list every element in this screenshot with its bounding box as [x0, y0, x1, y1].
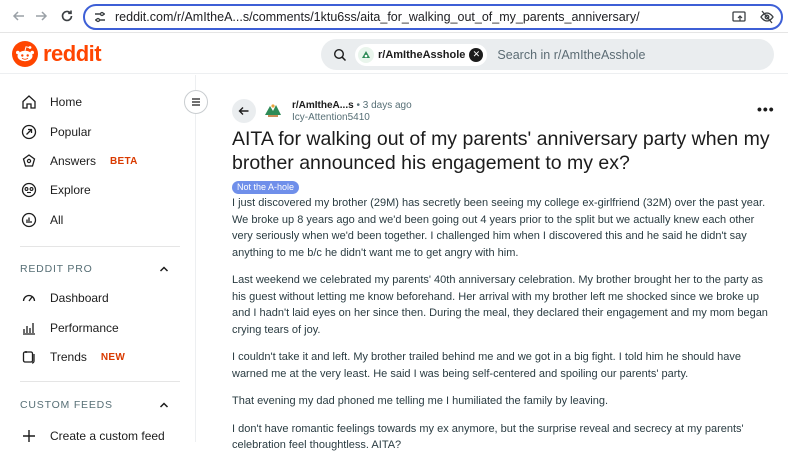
post-paragraph: That evening my dad phoned me telling me I humiliated the family by leaving. [232, 395, 609, 407]
search-input[interactable]: Search in r/AmItheAsshole [497, 47, 646, 62]
browser-toolbar [0, 0, 788, 33]
menu-icon [190, 96, 202, 108]
post-paragraph: I don't have romantic feelings towards my ex anymore, but the surprise reveal and secrecy at my parents' celebration feel thoughtless. AITA? [232, 422, 744, 451]
subreddit-avatar-icon [358, 47, 374, 63]
custom-feeds-section-header[interactable] [20, 399, 170, 411]
section-title: REDDIT PRO [20, 263, 93, 275]
post-meta [292, 100, 412, 111]
reddit-pro-section-header[interactable] [20, 263, 170, 275]
eye-off-icon[interactable] [759, 9, 775, 25]
sidebar-divider [20, 381, 180, 382]
sidebar-item-dashboard[interactable] [20, 289, 109, 307]
subreddit-search-chip[interactable] [355, 44, 487, 66]
subreddit-avatar-icon[interactable] [262, 100, 284, 122]
sidebar-divider [20, 246, 180, 247]
all-icon [20, 211, 38, 229]
logo-text: reddit [43, 40, 102, 66]
sidebar-item-trends[interactable] [20, 348, 125, 366]
back-button[interactable] [232, 99, 256, 123]
reddit-snoo-icon [12, 41, 38, 67]
sidebar-item-label: Performance [50, 321, 119, 335]
explore-icon [20, 181, 38, 199]
home-icon [20, 93, 38, 111]
search-bar[interactable] [321, 39, 774, 70]
search-icon [333, 48, 347, 62]
reload-icon [60, 9, 74, 23]
more-options-icon[interactable]: ••• [757, 101, 775, 117]
plus-icon [20, 427, 38, 445]
left-sidebar [0, 75, 196, 442]
post-container [197, 75, 788, 451]
sidebar-item-label: Explore [50, 183, 91, 197]
answers-icon [20, 152, 38, 170]
chevron-up-icon [158, 399, 170, 411]
post-time: • 3 days ago [356, 100, 412, 111]
subreddit-link[interactable]: r/AmItheA...s [292, 100, 354, 111]
site-settings-icon[interactable] [93, 10, 107, 24]
post-author[interactable]: Icy-Attention5410 [292, 112, 370, 123]
url-text[interactable]: reddit.com/r/AmItheA...s/comments/1ktu6ss/aita_for_walking_out_of_my_parents_anniversary/ [115, 10, 640, 24]
performance-icon [20, 319, 38, 337]
sidebar-item-label: Answers [50, 154, 97, 168]
sidebar-item-create-custom-feed[interactable] [20, 427, 165, 445]
sidebar-item-label: Dashboard [50, 291, 109, 305]
browser-forward-button[interactable] [30, 5, 52, 27]
arrow-left-icon [12, 9, 26, 23]
browser-back-button[interactable] [8, 5, 30, 27]
post-flair[interactable]: Not the A-hole [232, 181, 299, 194]
section-title: CUSTOM FEEDS [20, 399, 113, 411]
beta-badge: BETA [110, 155, 138, 167]
sidebar-item-label: Home [50, 95, 83, 109]
arrow-left-icon [238, 105, 250, 117]
sidebar-item-popular[interactable] [20, 123, 91, 141]
new-badge: NEW [100, 351, 126, 363]
chip-label: r/AmItheAsshole [378, 48, 466, 61]
sidebar-item-label: All [50, 213, 64, 227]
reddit-header [0, 34, 788, 74]
sidebar-item-explore[interactable] [20, 181, 91, 199]
chevron-up-icon [158, 263, 170, 275]
post-paragraph: I couldn't take it and left. My brother trailed behind me and we got in a big fight. I told him he should have warned me at the very least. He said I was being self-centered and spoiling our parents' party. [232, 351, 742, 380]
post-paragraph: I just discovered my brother (29M) has secretly been seeing my college ex-girlfriend (32M) over the past year. We broke up 8 years ago and we'd been going out 4 years prior to the split but we actually knew each other very seriously when we'd been together. I challenged him when I discovered this and he said he didn't say anything to me b/c he didn't want me to get angry with him. [232, 197, 766, 259]
sidebar-item-answers[interactable] [20, 152, 138, 170]
sidebar-item-all[interactable] [20, 211, 63, 229]
popular-icon [20, 123, 38, 141]
browser-reload-button[interactable] [56, 5, 78, 27]
post-title: AITA for walking out of my parents' anniversary party when my brother announced his engagement to my ex? [232, 128, 770, 174]
reddit-logo[interactable] [12, 41, 101, 67]
collapse-sidebar-button[interactable] [184, 90, 208, 114]
sidebar-item-performance[interactable] [20, 319, 119, 337]
sidebar-item-label: Create a custom feed [50, 429, 165, 443]
sidebar-item-home[interactable] [20, 93, 82, 111]
sidebar-item-label: Trends [50, 350, 87, 364]
remove-chip-icon[interactable]: ✕ [469, 48, 483, 62]
arrow-right-icon [34, 9, 48, 23]
post-paragraph: Last weekend we celebrated my parents' 40th anniversary celebration. My brother brought her to the party as his guest without letting me know beforehand. Her arrival with my brother left me shocked since we broke up and I hadn't laid eyes on her since then. During the meal, they declared their engagement and my mom began crying tears of joy. [232, 274, 768, 336]
trends-icon [20, 348, 38, 366]
dashboard-icon [20, 289, 38, 307]
post-body [232, 195, 778, 465]
cast-icon[interactable] [731, 9, 747, 25]
sidebar-item-label: Popular [50, 125, 92, 139]
address-bar[interactable] [83, 4, 783, 30]
